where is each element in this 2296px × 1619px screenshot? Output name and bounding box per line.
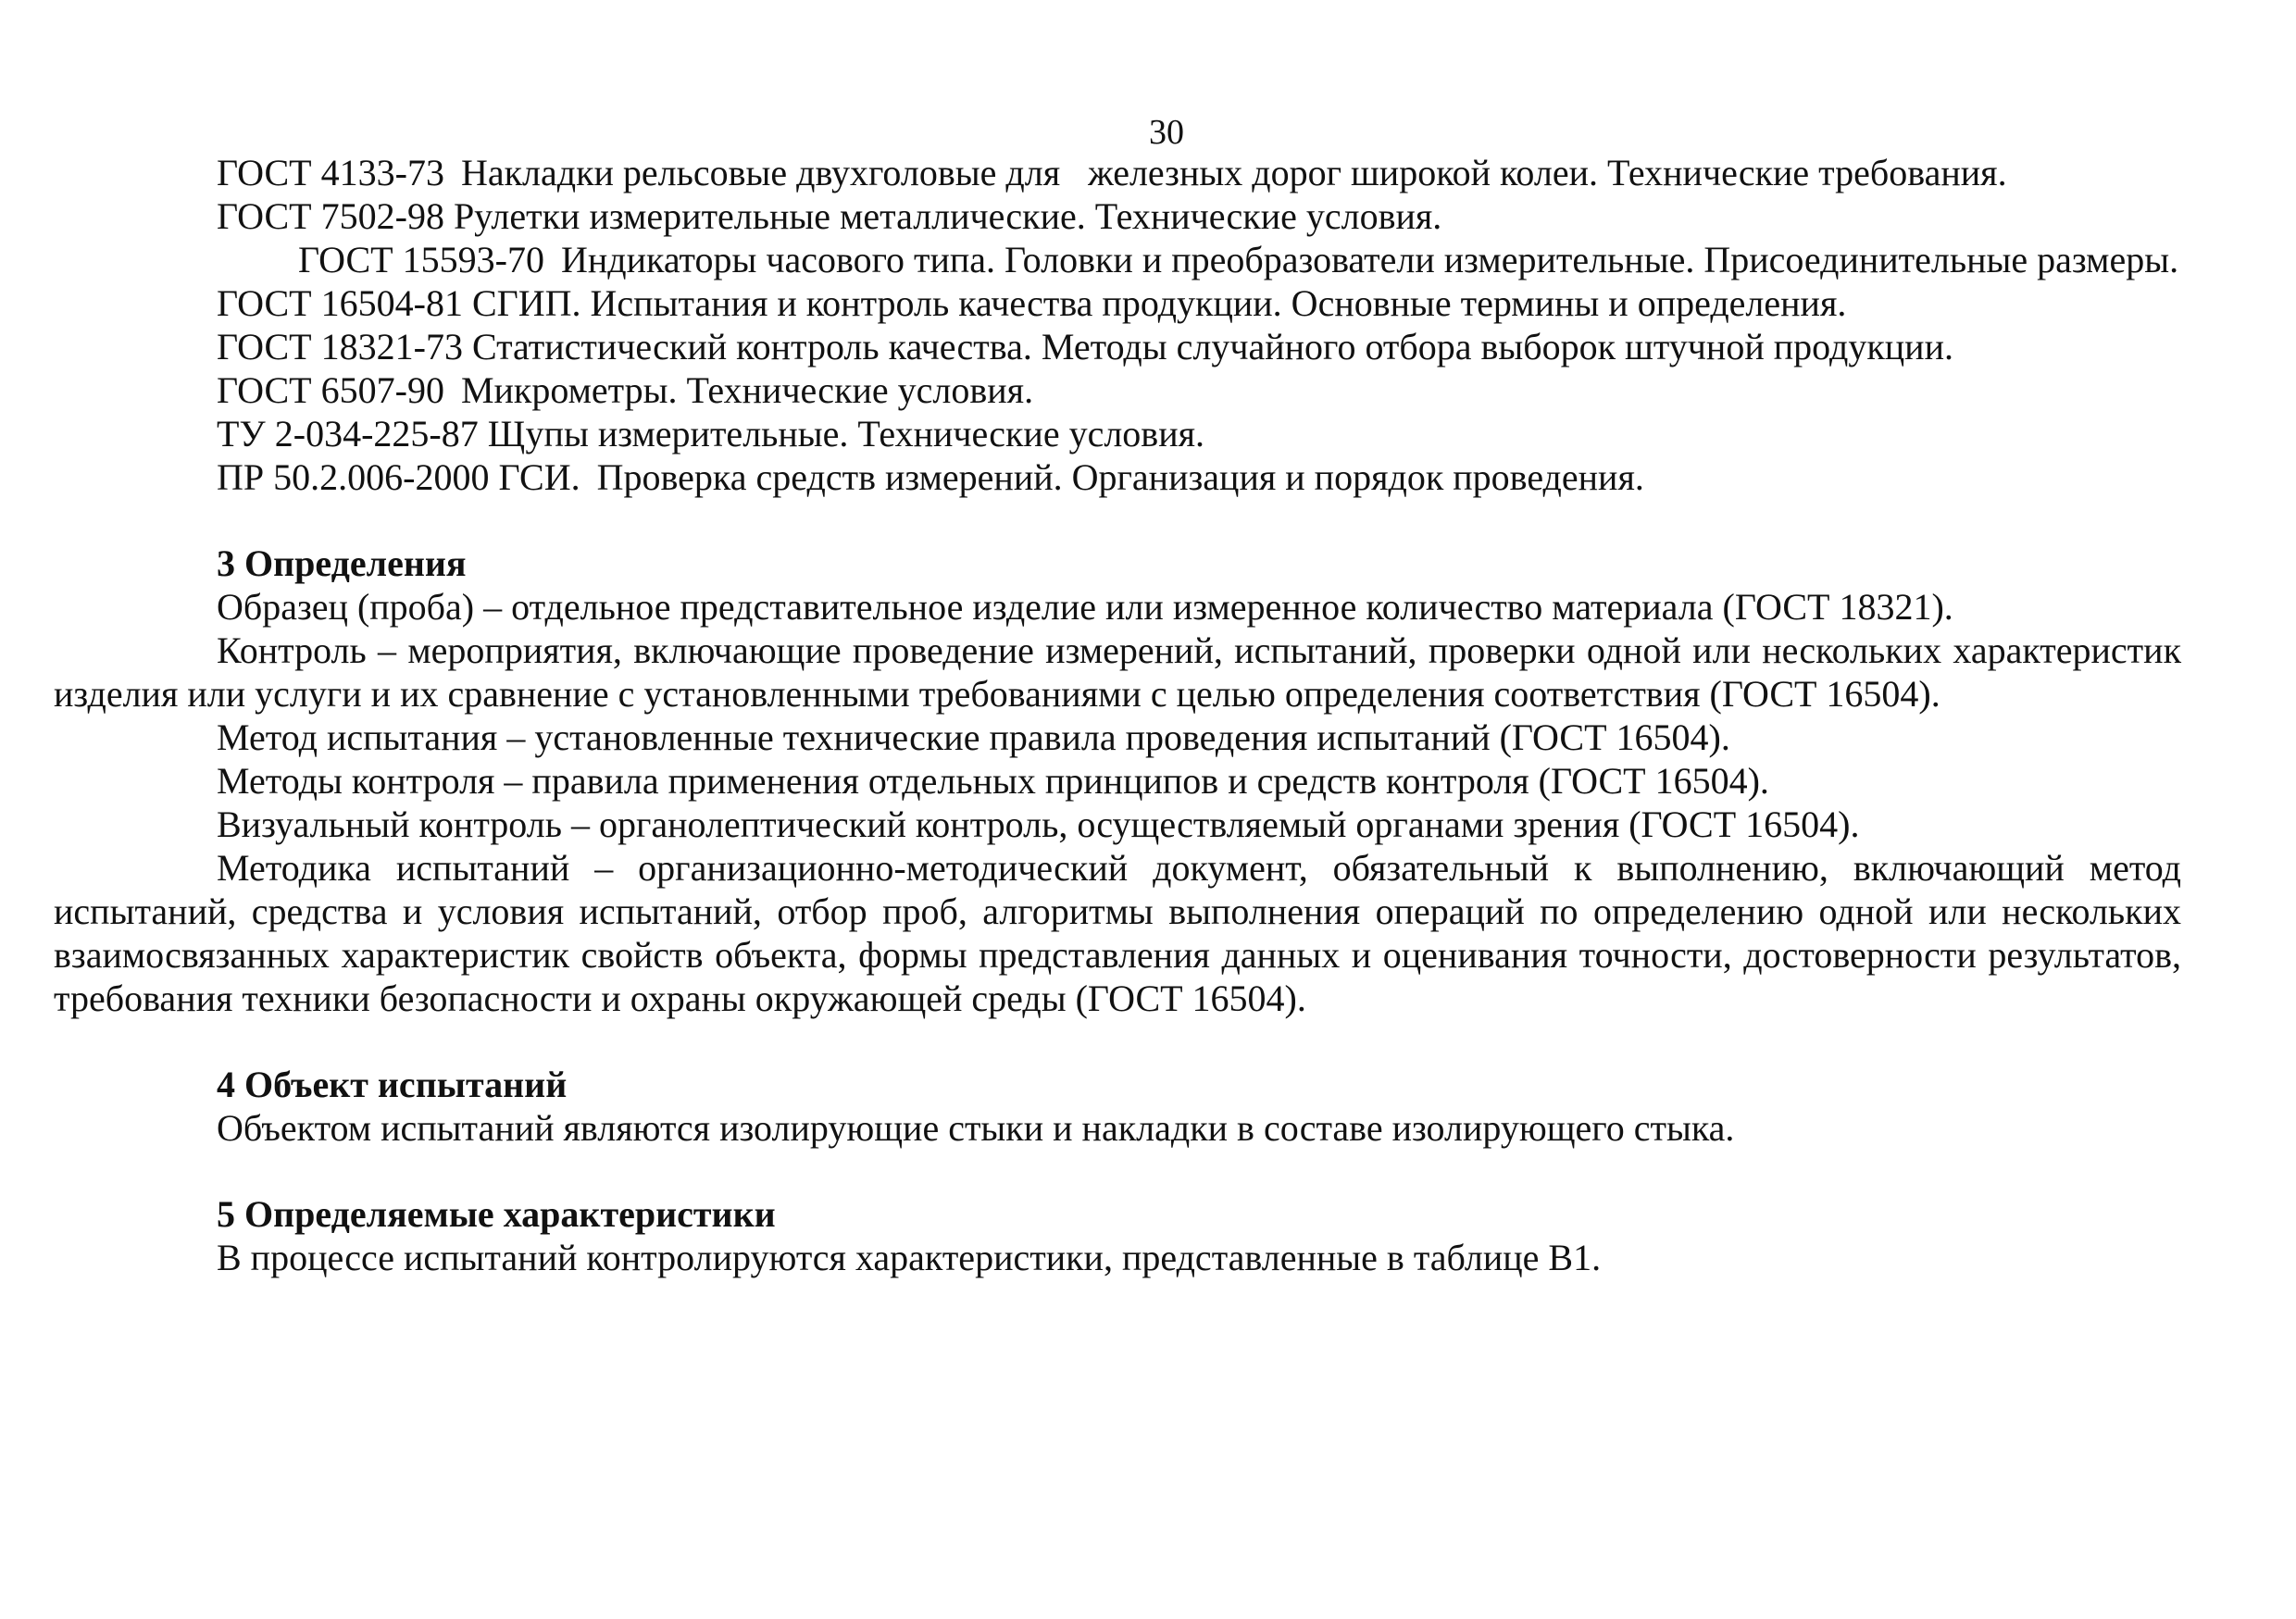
reference-title: Рулетки измерительные металлические. Технические условия. xyxy=(453,195,1442,237)
reference-code: ПР 50.2.006-2000 ГСИ. xyxy=(217,456,580,498)
reference-item xyxy=(135,281,2181,325)
reference-code: ГОСТ 6507-90 xyxy=(217,369,444,411)
reference-code: ГОСТ 7502-98 xyxy=(217,195,444,237)
reference-title: Проверка средств измерений. Организация и порядок проведения. xyxy=(596,456,1644,498)
spacer xyxy=(135,499,2181,542)
reference-code: ГОСТ 4133-73 xyxy=(217,152,444,193)
definition-item: Контроль – мероприятия, включающие проведение измерений, испытаний, проверки одной или нескольких характеристик изделия или услуги и их сравнение с установленными требованиями с целью определения соответствия (ГОСТ 16504). xyxy=(54,629,2181,715)
reference-code: ТУ 2-034-225-87 xyxy=(217,413,479,455)
reference-item xyxy=(54,238,2181,281)
section-heading: 4 Объект испытаний xyxy=(217,1064,568,1105)
definition-item: Образец (проба) – отдельное представительное изделие или измеренное количество материала (ГОСТ 18321). xyxy=(217,586,1953,628)
reference-code: ГОСТ 18321-73 xyxy=(217,326,463,367)
section-text: Объектом испытаний являются изолирующие стыки и накладки в составе изолирующего стыка. xyxy=(217,1107,1735,1149)
reference-title: СГИП. Испытания и контроль качества продукции. Основные термины и определения. xyxy=(471,282,1847,324)
section-heading: 5 Определяемые характеристики xyxy=(217,1193,776,1235)
definition-item: Методы контроля – правила применения отдельных принципов и средств контроля (ГОСТ 16504). xyxy=(217,760,1769,802)
definition-item: Визуальный контроль – органолептический контроль, осуществляемый органами зрения (ГОСТ 16504). xyxy=(217,803,1860,845)
reference-item xyxy=(135,368,2181,412)
reference-code: ГОСТ 15593-70 xyxy=(298,239,544,280)
spacer xyxy=(135,1020,2181,1063)
reference-title: Статистический контроль качества. Методы случайного отбора выборок штучной продукции. xyxy=(471,326,1953,367)
reference-item xyxy=(135,455,2181,499)
definition-item: Метод испытания – установленные технические правила проведения испытаний (ГОСТ 16504). xyxy=(217,716,1730,758)
document-body xyxy=(54,151,2181,1279)
reference-title: Индикаторы часового типа. Головки и преобразователи измерительные. Присоединительные размеры. xyxy=(560,239,2179,280)
definition-item: Методика испытаний – организационно-методический документ, обязательный к выполнению, включающий метод испытаний, средства и условия испытаний, отбор проб, алгоритмы выполнения операций по определению одной или нескольких взаимосвязанных характеристик свойств объекта, формы представления данных и оценивания точности, достоверности результатов, требования техники безопасности и охраны окружающей среды (ГОСТ 16504). xyxy=(54,847,2181,1019)
reference-item xyxy=(135,194,2181,238)
section-text: В процессе испытаний контролируются характеристики, представленные в таблице В1. xyxy=(217,1237,1602,1278)
section-heading: 3 Определения xyxy=(217,542,467,584)
spacer xyxy=(135,1150,2181,1192)
reference-title: Щупы измерительные. Технические условия. xyxy=(487,413,1204,455)
reference-title: Микрометры. Технические условия. xyxy=(460,369,1034,411)
reference-item xyxy=(135,412,2181,455)
reference-item xyxy=(135,325,2181,368)
reference-title: Накладки рельсовые двухголовые для железных дорог широкой колеи. Технические требования. xyxy=(460,152,2007,193)
reference-code: ГОСТ 16504-81 xyxy=(217,282,463,324)
reference-item xyxy=(135,151,2181,194)
page-number: 30 xyxy=(1149,113,1184,152)
